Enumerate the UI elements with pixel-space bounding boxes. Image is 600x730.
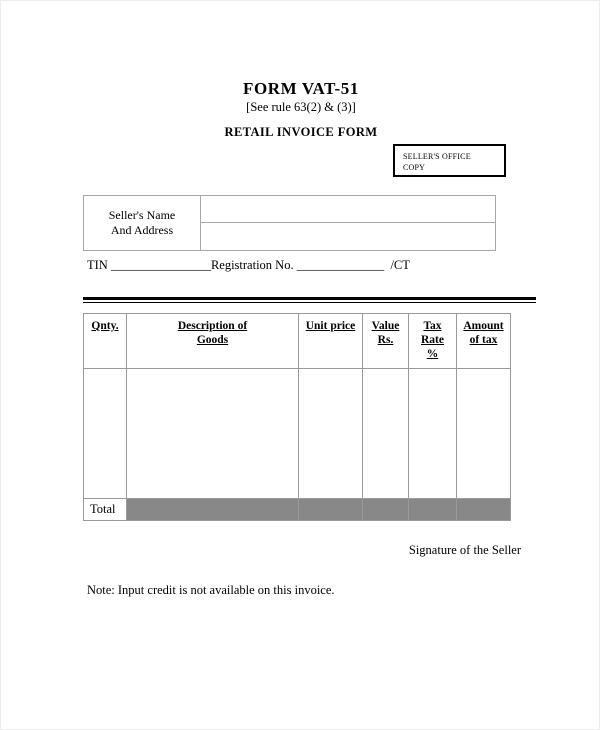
total-cell-amount-of-tax bbox=[457, 499, 510, 520]
table-column-unit-price bbox=[299, 314, 363, 520]
seller-label-line-1: Seller's Name bbox=[108, 208, 176, 222]
divider-thin-line bbox=[83, 302, 536, 303]
form-title: FORM VAT-51 bbox=[242, 79, 359, 98]
sellers-office-copy-box bbox=[393, 144, 506, 177]
seller-address-line-1-field[interactable] bbox=[201, 196, 495, 223]
table-column-description bbox=[127, 314, 299, 520]
column-header-description-line-2: Goods bbox=[196, 334, 229, 346]
table-cell-unit-price[interactable] bbox=[299, 369, 362, 499]
divider-thick-line bbox=[83, 297, 536, 300]
table-cell-value-rs[interactable] bbox=[363, 369, 408, 499]
table-cell-description[interactable] bbox=[127, 369, 298, 499]
total-label-cell: Total bbox=[84, 499, 126, 520]
column-header-description bbox=[127, 314, 298, 369]
total-cell-description bbox=[127, 499, 298, 520]
table-column-value-rs bbox=[363, 314, 409, 520]
column-header-amount-of-tax-line-1: Amount bbox=[463, 320, 504, 332]
table-column-amount-of-tax bbox=[457, 314, 510, 520]
column-header-tax-rate-line-3: % bbox=[426, 348, 439, 360]
form-subtitle: RETAIL INVOICE FORM bbox=[224, 125, 378, 139]
seller-name-address-label bbox=[84, 196, 201, 250]
column-header-tax-rate-line-2: Rate bbox=[421, 334, 444, 346]
column-header-tax-rate bbox=[409, 314, 456, 369]
column-header-amount-of-tax-line-2: of tax bbox=[469, 334, 498, 346]
column-header-value-rs-line-1: Value bbox=[371, 320, 400, 332]
table-cell-qnty[interactable] bbox=[84, 369, 126, 499]
seller-address-fields bbox=[201, 196, 495, 250]
column-header-unit-price bbox=[299, 314, 362, 369]
table-column-tax-rate bbox=[409, 314, 457, 520]
seller-label-line-2: And Address bbox=[110, 223, 174, 237]
total-cell-value-rs bbox=[363, 499, 408, 520]
table-cell-amount-of-tax[interactable] bbox=[457, 369, 510, 499]
column-header-qnty-line-1: Qnty. bbox=[91, 320, 119, 332]
tin-registration-line[interactable]: TIN ________________Registration No. ______________ /CT bbox=[87, 258, 410, 272]
section-divider-double-rule bbox=[83, 297, 536, 304]
total-cell-unit-price bbox=[299, 499, 362, 520]
goods-table bbox=[83, 313, 511, 521]
table-column-qnty bbox=[84, 314, 127, 520]
copy-stamp-line-2: COPY bbox=[403, 163, 426, 172]
table-cell-tax-rate[interactable] bbox=[409, 369, 456, 499]
copy-stamp-line-1: SELLER'S OFFICE bbox=[403, 152, 471, 161]
column-header-value-rs-line-2: Rs. bbox=[377, 334, 394, 346]
invoice-note: Note: Input credit is not available on this invoice. bbox=[87, 583, 335, 597]
seller-name-address-block bbox=[83, 195, 496, 251]
column-header-tax-rate-line-1: Tax bbox=[423, 320, 442, 332]
column-header-description-line-1: Description of bbox=[177, 320, 248, 332]
column-header-amount-of-tax bbox=[457, 314, 510, 369]
form-rule-reference: [See rule 63(2) & (3)] bbox=[246, 100, 356, 114]
column-header-qnty bbox=[84, 314, 126, 369]
column-header-unit-price-line-1: Unit price bbox=[305, 320, 356, 332]
signature-of-seller-label: Signature of the Seller bbox=[408, 543, 521, 557]
column-header-value-rs bbox=[363, 314, 408, 369]
seller-address-line-2-field[interactable] bbox=[201, 223, 495, 250]
sellers-office-copy-text bbox=[403, 151, 503, 173]
total-cell-tax-rate bbox=[409, 499, 456, 520]
